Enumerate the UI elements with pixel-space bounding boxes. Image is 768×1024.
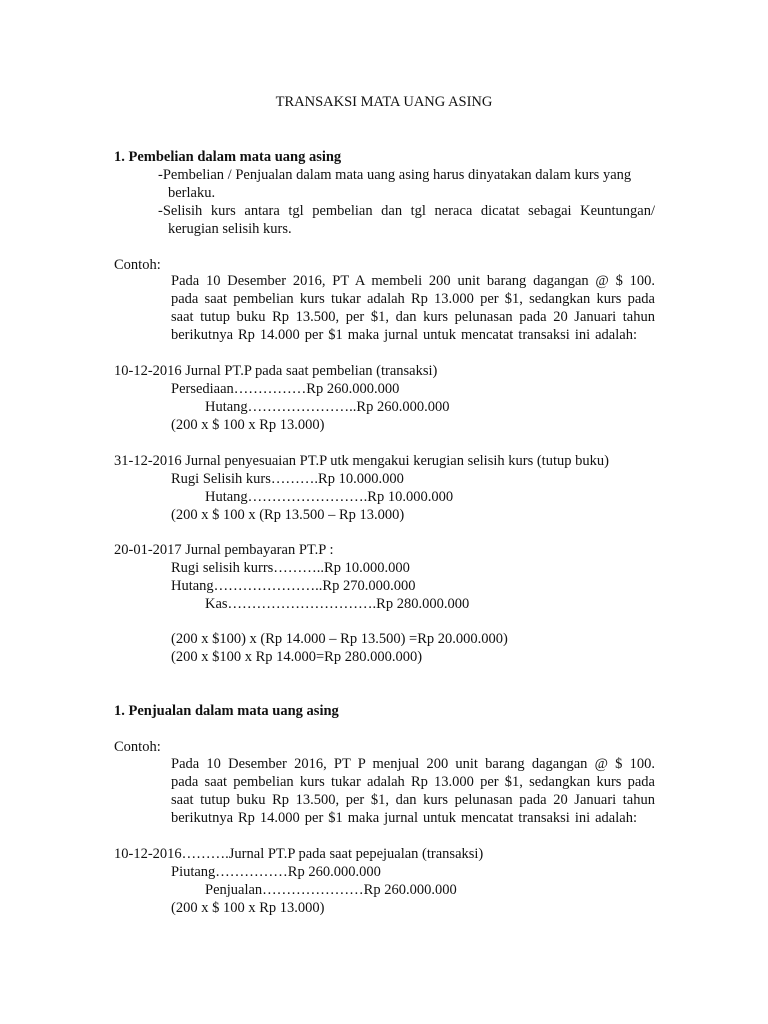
section1-heading: 1. Pembelian dalam mata uang asing xyxy=(114,149,342,165)
s1-entry1-header: 10-12-2016 Jurnal PT.P pada saat pembelian (transaksi) xyxy=(114,363,438,379)
section1-bullet2-line1: -Selisih kurs antara tgl pembelian dan tgl neraca dicatat sebagai Keuntungan/ xyxy=(158,203,655,219)
section2-paragraph-line2: pada saat pembelian kurs tukar adalah Rp 13.000 per $1, sedangkan kurs pada xyxy=(171,774,655,790)
section1-paragraph-line1: Pada 10 Desember 2016, PT A membeli 200 unit barang dagangan @ $ 100. xyxy=(171,273,655,289)
s1-entry3-calc2: (200 x $100 x Rp 14.000=Rp 280.000.000) xyxy=(171,649,423,665)
section2-paragraph-line4: berikutnya Rp 14.000 per $1 maka jurnal untuk mencatat transaksi ini adalah: xyxy=(171,810,637,826)
s1-entry1-calc: (200 x $ 100 x Rp 13.000) xyxy=(171,417,325,433)
s1-entry1-credit: Hutang…………………..Rp 260.000.000 xyxy=(205,399,450,415)
s1-entry2-credit: Hutang…………………….Rp 10.000.000 xyxy=(205,489,454,505)
s2-entry1-debit: Piutang……………Rp 260.000.000 xyxy=(171,864,381,880)
page-title: TRANSAKSI MATA UANG ASING xyxy=(275,94,493,110)
s1-entry3-header: 20-01-2017 Jurnal pembayaran PT.P : xyxy=(114,542,334,558)
s1-entry2-header: 31-12-2016 Jurnal penyesuaian PT.P utk mengakui kerugian selisih kurs (tutup buku) xyxy=(114,453,609,469)
section1-bullet2-line2: kerugian selisih kurs. xyxy=(168,221,292,237)
section1-paragraph-line4: berikutnya Rp 14.000 per $1 maka jurnal untuk mencatat transaksi ini adalah: xyxy=(171,327,637,343)
section2-paragraph-line1: Pada 10 Desember 2016, PT P menjual 200 unit barang dagangan @ $ 100. xyxy=(171,756,655,772)
s1-entry3-calc1: (200 x $100) x (Rp 14.000 – Rp 13.500) =Rp 20.000.000) xyxy=(171,631,508,647)
s1-entry2-calc: (200 x $ 100 x (Rp 13.500 – Rp 13.000) xyxy=(171,507,405,523)
s2-entry1-calc: (200 x $ 100 x Rp 13.000) xyxy=(171,900,325,916)
section1-paragraph-line3: saat tutup buku Rp 13.500, per $1, dan kurs pelunasan pada 20 Januari tahun xyxy=(171,309,655,325)
section1-bullet1-line1: -Pembelian / Penjualan dalam mata uang asing harus dinyatakan dalam kurs yang xyxy=(158,167,632,183)
s1-entry2-debit: Rugi Selisih kurs……….Rp 10.000.000 xyxy=(171,471,404,487)
s2-entry1-credit: Penjualan…………………Rp 260.000.000 xyxy=(205,882,457,898)
s1-entry3-credit: Kas………………………….Rp 280.000.000 xyxy=(205,596,470,612)
s1-entry1-debit: Persediaan……………Rp 260.000.000 xyxy=(171,381,400,397)
section2-paragraph-line3: saat tutup buku Rp 13.500, per $1, dan kurs pelunasan pada 20 Januari tahun xyxy=(171,792,655,808)
section1-paragraph-line2: pada saat pembelian kurs tukar adalah Rp 13.000 per $1, sedangkan kurs pada xyxy=(171,291,655,307)
section1-contoh-label: Contoh: xyxy=(114,257,161,273)
section2-heading: 1. Penjualan dalam mata uang asing xyxy=(114,703,339,719)
s1-entry3-debit1: Rugi selisih kurrs………..Rp 10.000.000 xyxy=(171,560,410,576)
section2-contoh-label: Contoh: xyxy=(114,739,161,755)
s2-entry1-header: 10-12-2016……….Jurnal PT.P pada saat pepejualan (transaksi) xyxy=(114,846,484,862)
s1-entry3-debit2: Hutang…………………..Rp 270.000.000 xyxy=(171,578,416,594)
section1-bullet1-line2: berlaku. xyxy=(168,185,216,201)
